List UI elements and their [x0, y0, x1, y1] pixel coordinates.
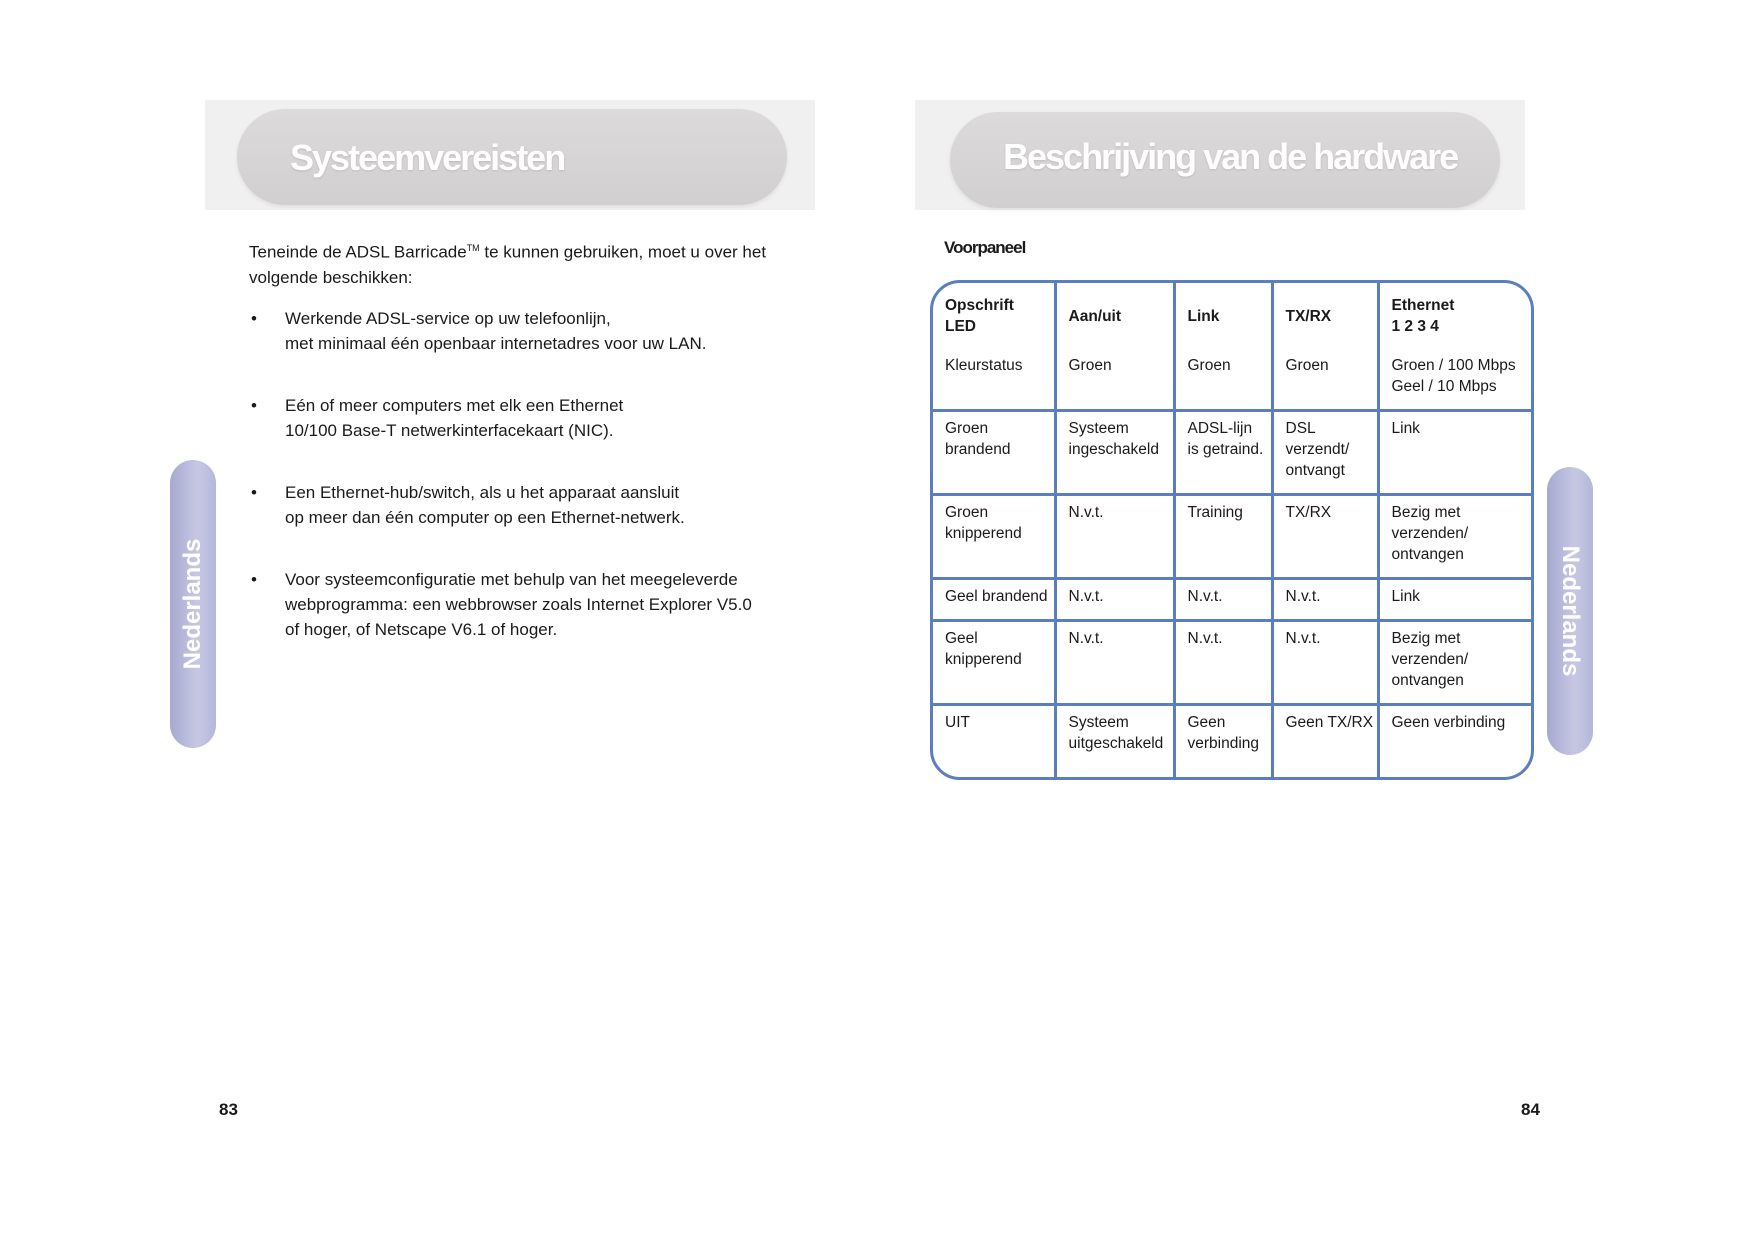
table-cell: N.v.t. [1174, 620, 1272, 704]
table-cell: Link [1378, 410, 1531, 494]
led-status-table [933, 283, 1531, 777]
page-number: 84 [1521, 1100, 1540, 1119]
list-item [249, 393, 849, 443]
list-item [249, 306, 849, 356]
led-table-frame [930, 280, 1534, 780]
table-cell: Geel knipperend [933, 620, 1055, 704]
requirement-text: Eén of meer computers met elk een Ethernet 10/100 Base-T netwerkinterfacekaart (NIC). [285, 396, 624, 440]
list-item [249, 567, 849, 642]
column-header: Link [1174, 283, 1272, 349]
side-tab-label: Nederlands [1557, 545, 1584, 677]
right-page [877, 0, 1755, 1240]
table-cell: Link [1378, 578, 1531, 620]
intro-text-continued: te kunnen gebruiken, moet u over het volgende beschikken: [249, 242, 767, 287]
table-row [933, 349, 1531, 410]
table-cell: Training [1174, 494, 1272, 578]
section-label: Voorpaneel [944, 238, 1026, 257]
bullet-icon: • [251, 570, 257, 589]
page-title: Beschrijving van de hardware [1003, 136, 1458, 177]
table-cell: Kleurstatus [933, 349, 1055, 410]
table-cell: N.v.t. [1055, 578, 1174, 620]
table-cell: Systeem uitgeschakeld [1055, 704, 1174, 777]
table-cell: UIT [933, 704, 1055, 777]
intro-text: Teneinde de ADSL Barricade [249, 242, 467, 262]
intro-paragraph [249, 236, 819, 290]
requirement-text: Een Ethernet-hub/switch, als u het apparaat aansluit op meer dan één computer op een Ethernet-netwerk. [285, 483, 685, 527]
requirement-text: Werkende ADSL-service op uw telefoonlijn, met minimaal één openbaar internetadres voor uw LAN. [285, 309, 707, 353]
table-cell: TX/RX [1272, 494, 1378, 578]
column-header: Opschrift LED [933, 283, 1055, 349]
table-cell: Bezig met verzenden/ ontvangen [1378, 494, 1531, 578]
table-cell: N.v.t. [1174, 578, 1272, 620]
language-side-tab [170, 460, 216, 748]
column-header: Aan/uit [1055, 283, 1174, 349]
page-number: 83 [219, 1100, 238, 1119]
side-tab-label: Nederlands [179, 538, 206, 670]
bullet-icon: • [251, 483, 257, 502]
table-cell: Geen verbinding [1378, 704, 1531, 777]
column-header: TX/RX [1272, 283, 1378, 349]
table-cell: Systeem ingeschakeld [1055, 410, 1174, 494]
table-row [933, 410, 1531, 494]
left-page [0, 0, 877, 1240]
table-cell: Groen [1055, 349, 1174, 410]
table-row [933, 620, 1531, 704]
table-row [933, 704, 1531, 777]
list-item [249, 480, 849, 530]
language-side-tab [1547, 467, 1593, 755]
bullet-icon: • [251, 396, 257, 415]
table-cell: Groen knipperend [933, 494, 1055, 578]
bullet-icon: • [251, 309, 257, 328]
table-cell: Groen [1272, 349, 1378, 410]
requirement-text: Voor systeemconfiguratie met behulp van het meegeleverde webprogramma: een webbrowser zoals Internet Explorer V5.0 of hoger, of Netscape V6.1 of hoger. [285, 570, 752, 639]
table-cell: ADSL-lijn is getraind. [1174, 410, 1272, 494]
table-cell: Bezig met verzenden/ ontvangen [1378, 620, 1531, 704]
table-cell: N.v.t. [1272, 578, 1378, 620]
table-cell: N.v.t. [1055, 494, 1174, 578]
table-cell: Groen [1174, 349, 1272, 410]
table-cell: Geen verbinding [1174, 704, 1272, 777]
trademark-mark: TM [466, 243, 480, 253]
table-cell: Geen TX/RX [1272, 704, 1378, 777]
table-cell: N.v.t. [1272, 620, 1378, 704]
table-cell: DSL verzendt/ ontvangt [1272, 410, 1378, 494]
table-cell: Groen / 100 Mbps Geel / 10 Mbps [1378, 349, 1531, 410]
table-cell: Groen brandend [933, 410, 1055, 494]
table-row [933, 578, 1531, 620]
page-title: Systeemvereisten [290, 137, 565, 178]
table-cell: N.v.t. [1055, 620, 1174, 704]
table-cell: Geel brandend [933, 578, 1055, 620]
table-row [933, 494, 1531, 578]
column-header: Ethernet 1 2 3 4 [1378, 283, 1531, 349]
requirements-list [249, 306, 849, 642]
table-header-row [933, 283, 1531, 349]
